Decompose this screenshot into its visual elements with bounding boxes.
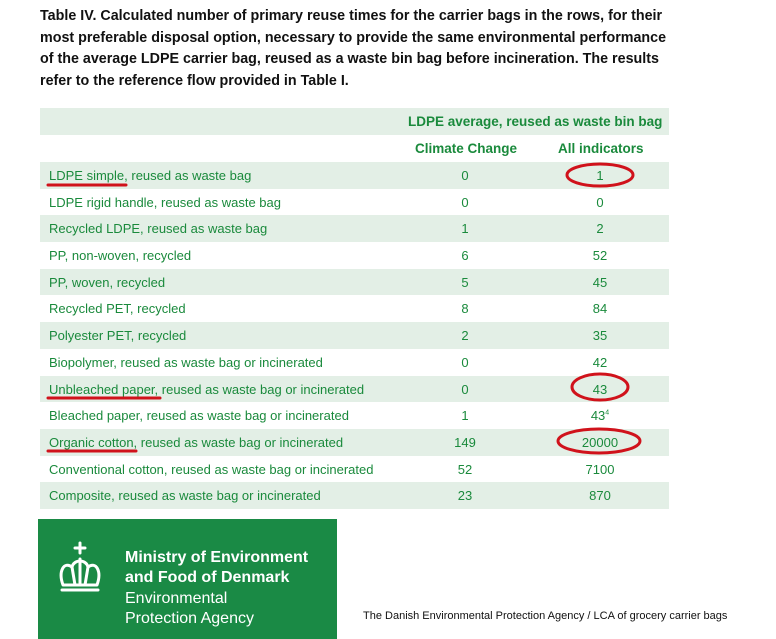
row-climate-change: 52 (457, 461, 473, 477)
table-row (40, 242, 669, 269)
footnote-marker: 4 (605, 409, 610, 417)
row-name: Composite, reused as waste bag or incinerated (49, 488, 321, 504)
row-all-indicators: 1 (596, 168, 604, 183)
row-climate-change: 2 (461, 328, 469, 344)
row-name: Organic cotton, reused as waste bag or incinerated (49, 434, 344, 450)
crown-icon (50, 539, 110, 599)
row-all-indicators: 43 (592, 381, 608, 397)
row-name: Bleached paper, reused as waste bag or incinerated (49, 408, 349, 424)
row-all-indicators: 42 (592, 354, 608, 370)
row-name: Biopolymer, reused as waste bag or incinerated (49, 354, 323, 370)
row-climate-change: 0 (461, 354, 469, 370)
row-name: Recycled LDPE, reused as waste bag (49, 221, 268, 237)
row-all-indicators: 45 (592, 274, 608, 290)
logo-line-1: Ministry of Environment (125, 549, 309, 566)
row-name: PP, non-woven, recycled (49, 248, 192, 264)
group-header: LDPE average, reused as waste bin bag (408, 114, 663, 129)
row-climate-change: 5 (461, 274, 469, 290)
column-header-row (40, 135, 669, 162)
ministry-logo (38, 519, 337, 639)
row-all-indicators: 870 (589, 488, 611, 504)
table-row (40, 376, 669, 403)
row-climate-change: 6 (461, 248, 469, 264)
row-name: PP, woven, recycled (49, 274, 166, 290)
table-body (40, 162, 669, 509)
group-header-row (40, 108, 669, 135)
page-fade (40, 509, 669, 519)
table-row (40, 162, 669, 189)
row-climate-change: 0 (461, 168, 469, 183)
row-all-indicators: 0 (596, 194, 604, 210)
row-name: Conventional cotton, reused as waste bag or incinerated (49, 461, 374, 477)
row-climate-change: 1 (461, 408, 469, 424)
row-all-indicators: 20000 (581, 434, 619, 450)
row-name: LDPE simple, reused as waste bag (49, 168, 252, 183)
footer-credit: The Danish Environmental Protection Agency / LCA of grocery carrier bags (363, 610, 728, 622)
table-row (40, 456, 669, 483)
table-row (40, 215, 669, 242)
row-name: Recycled PET, recycled (49, 301, 186, 317)
row-all-indicators: 52 (592, 248, 608, 264)
row-all-indicators: 35 (592, 328, 608, 344)
logo-line-3: Environmental (125, 590, 228, 607)
row-climate-change: 0 (461, 381, 469, 397)
table-row (40, 402, 669, 429)
row-climate-change: 8 (461, 301, 469, 317)
row-name: Unbleached paper, reused as waste bag or incinerated (49, 381, 365, 397)
row-climate-change: 23 (457, 488, 473, 504)
table-row (40, 429, 669, 456)
table-row (40, 482, 669, 509)
table-row (40, 322, 669, 349)
col-all-indicators: All indicators (558, 141, 644, 156)
row-climate-change: 0 (461, 194, 469, 210)
row-name: Polyester PET, recycled (49, 328, 187, 344)
table-caption: Table IV. Calculated number of primary reuse times for the carrier bags in the rows, for their most preferable disposal option, necessary to provide the same environmental performance of the average LDPE carrier bag, reused as a waste bin bag before incineration. The results refer to the reference flow provided in Table I. (40, 8, 667, 89)
row-name: LDPE rigid handle, reused as waste bag (49, 194, 281, 210)
logo-line-4: Protection Agency (125, 610, 254, 627)
col-climate-change: Climate Change (415, 141, 518, 156)
table-row (40, 295, 669, 322)
logo-line-2: and Food of Denmark (125, 569, 290, 586)
row-all-indicators: $43^4$ (590, 408, 610, 424)
row-all-indicators: 7100 (585, 461, 615, 477)
table-row (40, 189, 669, 216)
table-row (40, 349, 669, 376)
row-all-indicators: 2 (596, 221, 604, 237)
reuse-table (40, 108, 669, 509)
table-row (40, 269, 669, 296)
row-climate-change: 1 (461, 221, 469, 237)
row-all-indicators: 84 (592, 301, 608, 317)
row-climate-change: 149 (454, 434, 476, 450)
